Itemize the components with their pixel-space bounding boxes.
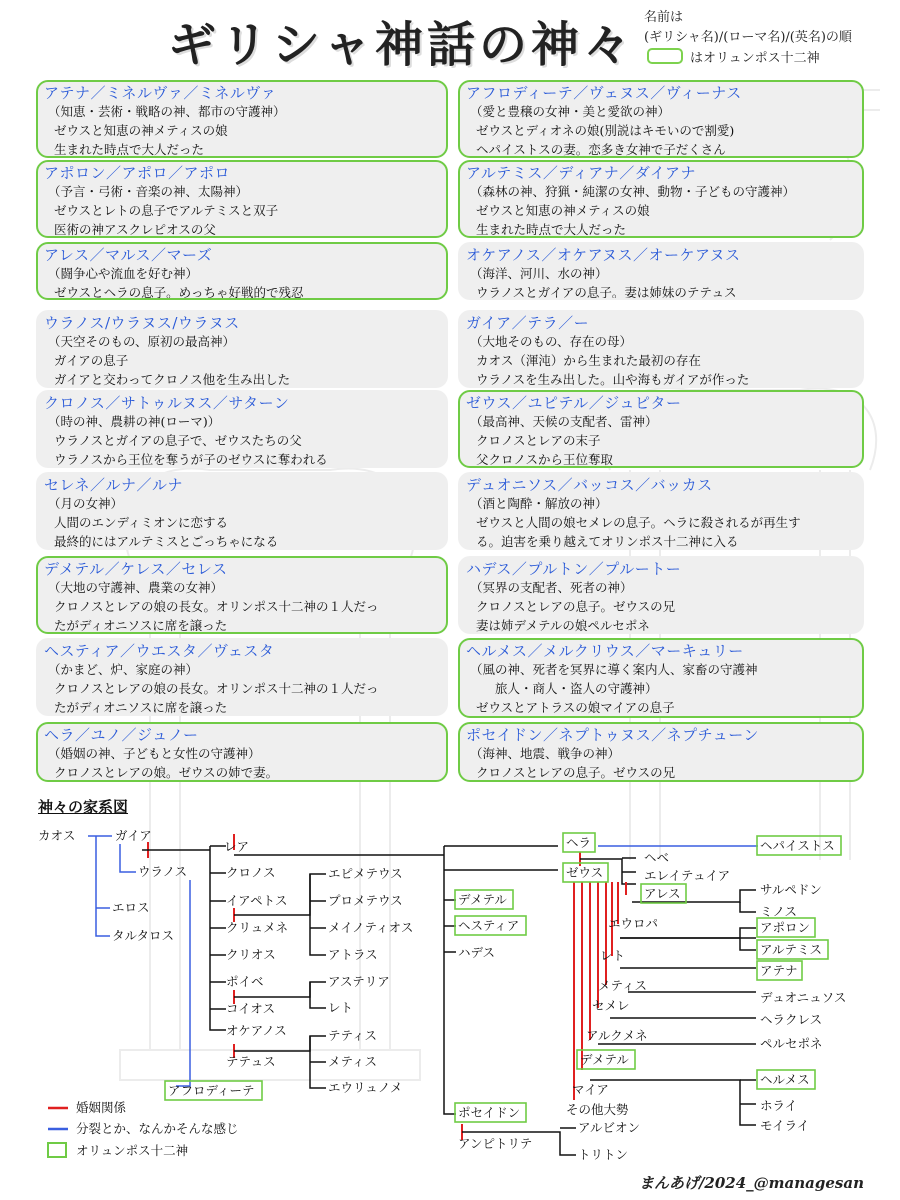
- tree-node-dionysos: デュオニュソス: [760, 990, 847, 1005]
- god-description-line: クロノスとレアの娘の長女。オリンポス十二神の１人だっ: [54, 681, 379, 696]
- god-description-line: （風の神、死者を冥界に導く案内人、家畜の守護神: [470, 662, 758, 677]
- god-description-line: ウラノスを生み出した。山や海もガイアが作った: [476, 372, 750, 387]
- god-description-line: ウラノスとガイアの息子。妻は姉妹のテテュス: [476, 285, 737, 300]
- tree-node-moirai: モイライ: [760, 1118, 810, 1133]
- god-description-line: ゼウスとアトラスの娘マイアの息子: [476, 700, 675, 715]
- god-description-line: 父クロノスから王位奪取: [476, 452, 614, 467]
- header-note-legend: はオリュンポス十二神: [690, 51, 820, 66]
- tree-connector: [234, 1036, 326, 1051]
- god-description-line: クロノスとレアの娘。ゼウスの姉で妻。: [54, 765, 279, 780]
- tree-node-metis2: メティス: [598, 978, 648, 993]
- tree-node-maia: マイア: [572, 1082, 609, 1097]
- tree-node-kronos: クロノス: [226, 865, 276, 880]
- god-name: ヘルメス／メルクリウス／マーキュリー: [466, 642, 744, 660]
- god-name: クロノス／サトゥルヌス／サターン: [44, 394, 290, 412]
- legend-olympian-box: [48, 1143, 66, 1157]
- god-description-line: （かまど、炉、家庭の神）: [48, 662, 199, 677]
- tree-node-athena: アテナ: [760, 963, 798, 978]
- god-description-line: ウラノスとガイアの息子で、ゼウスたちの父: [54, 433, 302, 448]
- god-description-line: （酒と陶酔・解放の神）: [470, 496, 608, 511]
- god-name: ガイア／テラ／ー: [466, 314, 590, 332]
- god-description-line: （最高神、天候の支配者、雷神）: [470, 414, 658, 429]
- god-description-line: （予言・弓術・音楽の神、太陽神）: [48, 184, 249, 199]
- tree-node-hades: ハデス: [458, 945, 496, 960]
- tree-node-eros: エロス: [112, 900, 150, 915]
- god-name: セレネ／ルナ／ルナ: [44, 476, 184, 494]
- god-description-line: （大地そのもの、存在の母）: [470, 334, 633, 349]
- god-description-line: 旅人・商人・盗人の守護神）: [470, 681, 658, 696]
- family-tree-title: 神々の家系図: [38, 798, 129, 816]
- tree-node-sarpedon: サルペドン: [760, 882, 822, 897]
- tree-node-poseidon: ポセイドン: [458, 1105, 521, 1120]
- god-description-line: たがディオニソスに席を譲った: [54, 700, 228, 715]
- god-description-line: （海洋、河川、水の神）: [470, 266, 608, 281]
- tree-node-triton: トリトン: [578, 1147, 629, 1162]
- god-name: アポロン／アポロ／アポロ: [44, 164, 231, 182]
- tree-node-gaia: ガイア: [115, 828, 152, 843]
- tree-node-hermes: ヘルメス: [760, 1072, 810, 1087]
- god-description-line: （婚姻の神、子どもと女性の守護神）: [48, 746, 261, 761]
- god-name: ウラノス/ウラヌス/ウラヌス: [44, 314, 240, 332]
- tree-node-ares: アレス: [644, 886, 681, 901]
- god-name: アフロディーテ／ヴェヌス／ヴィーナス: [466, 84, 742, 102]
- tree-connector: [740, 938, 756, 950]
- tree-node-krios: クリオス: [226, 947, 276, 962]
- tree-node-demeter2: デメテル: [580, 1052, 629, 1067]
- tree-node-albion: アルビオン: [578, 1120, 641, 1135]
- god-description-line: ゼウスとレトの息子でアルテミスと双子: [54, 203, 279, 218]
- header-note-line2: (ギリシャ名)/(ローマ名)/(英名)の順: [644, 30, 852, 45]
- tree-node-demeter: デメテル: [458, 892, 507, 907]
- tree-node-hebe: ヘベ: [644, 850, 670, 865]
- header-note-line1: 名前は: [644, 10, 684, 25]
- tree-node-metis: メティス: [328, 1054, 378, 1069]
- god-description-line: ヘパイストスの妻。恋多き女神で子だくさん: [476, 142, 726, 157]
- credit: まんあげ/2024_@managesan: [638, 1174, 864, 1192]
- tree-node-tethys: テテュス: [226, 1054, 276, 1069]
- tree-node-horai: ホライ: [760, 1098, 798, 1113]
- tree-node-persephone: ペルセポネ: [760, 1036, 823, 1051]
- god-name: ポセイドン／ネプトゥヌス／ネプチューン: [466, 726, 759, 744]
- tree-node-epimetheus: エピメテウス: [328, 866, 403, 881]
- tree-node-leto: レト: [328, 1000, 354, 1015]
- tree-node-zeus: ゼウス: [566, 865, 604, 880]
- god-description-line: （海神、地震、戦争の神）: [470, 746, 621, 761]
- tree-node-hera: ヘラ: [566, 835, 592, 850]
- god-name: ゼウス／ユピテル／ジュピター: [466, 394, 682, 412]
- tree-node-apollon: アポロン: [760, 920, 811, 935]
- legend-branch-label: 分裂とか、なんかそんな感じ: [76, 1121, 239, 1136]
- god-description-line: 妻は姉デメテルの娘ペルセポネ: [476, 618, 650, 633]
- tree-node-hestia: ヘスティア: [458, 918, 520, 933]
- god-description-line: 生まれた時点で大人だった: [54, 142, 205, 157]
- god-description-line: カオス（渾沌）から生まれた最初の存在: [476, 353, 701, 368]
- god-description-line: ゼウスと知恵の神メティスの娘: [54, 123, 228, 138]
- god-name: デュオニソス／バッコス／バッカス: [466, 476, 713, 494]
- tree-connector: [444, 846, 456, 1114]
- tree-node-asteria: アステリア: [328, 974, 390, 989]
- tree-connector: [310, 874, 326, 955]
- god-description-line: （大地の守護神、農業の女神）: [48, 580, 224, 595]
- god-description-line: ゼウスと知恵の神メティスの娘: [476, 203, 650, 218]
- tree-node-menoitios: メイノティオス: [328, 920, 414, 935]
- god-description-line: クロノスとレアの息子。ゼウスの兄: [476, 599, 676, 614]
- god-description-line: （時の神、農耕の神(ローマ)）: [48, 414, 221, 429]
- tree-node-others: その他大勢: [566, 1102, 629, 1117]
- tree-connector: [740, 902, 756, 912]
- tree-connector: [96, 836, 110, 936]
- tree-node-aphrodite: アフロディーテ: [168, 1083, 255, 1098]
- tree-node-minos: ミノス: [760, 904, 798, 919]
- legend-marriage-label: 婚姻関係: [76, 1100, 127, 1115]
- tree-connector: [176, 880, 190, 1086]
- god-description-line: 医術の神アスクレピオスの父: [54, 222, 216, 237]
- god-description-line: （森林の神、狩猟・純潔の女神、動物・子どもの守護神）: [470, 184, 796, 199]
- tree-node-semele: セメレ: [592, 998, 630, 1013]
- tree-node-hephaistos: ヘパイストス: [760, 838, 835, 853]
- god-description-line: ゼウスとディオネの娘(別説はキモいので割愛): [476, 123, 735, 138]
- god-description-line: ウラノスから王位を奪うが子のゼウスに奪われる: [54, 452, 328, 467]
- god-description-line: （月の女神）: [48, 496, 124, 511]
- god-name: オケアノス／オケアヌス／オーケアヌス: [466, 246, 741, 264]
- tree-node-leto2: レト: [600, 948, 626, 963]
- god-name: ヘスティア／ウエスタ／ヴェスタ: [44, 642, 275, 660]
- tree-node-okeanos: オケアノス: [226, 1023, 287, 1038]
- tree-node-rhea: レア: [224, 839, 250, 854]
- tree-node-chaos: カオス: [38, 828, 76, 843]
- god-description-line: ゼウスと人間の娘セメレの息子。ヘラに殺されるが再生す: [476, 515, 801, 530]
- tree-node-klymene: クリュメネ: [226, 920, 289, 935]
- god-description-line: （天空そのもの、原初の最高神）: [48, 334, 236, 349]
- god-description-line: る。迫害を乗り越えてオリンポス十二神に入る: [476, 534, 739, 549]
- tree-connector: [120, 844, 136, 872]
- god-name: ヘラ／ユノ／ジュノー: [44, 726, 199, 744]
- tree-connector: [310, 982, 326, 1008]
- god-name: アテナ／ミネルヴァ／ミネルヴァ: [44, 84, 277, 102]
- god-description-line: クロノスとレアの息子。ゼウスの兄: [476, 765, 676, 780]
- tree-node-uranos: ウラノス: [138, 864, 188, 879]
- tree-node-europa: エウロパ: [608, 916, 659, 931]
- god-name: デメテル／ケレス／セレス: [44, 560, 228, 578]
- god-description-line: 最終的にはアルテミスとごっちゃになる: [54, 534, 279, 549]
- tree-node-koios: コイオス: [226, 1001, 276, 1016]
- god-description-line: 人間のエンディミオンに恋する: [54, 515, 229, 530]
- god-description-line: （知恵・芸術・戦略の神、都市の守護神）: [48, 104, 286, 119]
- tree-node-prometheus: プロメテウス: [328, 893, 403, 908]
- god-description-line: （冥界の支配者、死者の神）: [470, 580, 633, 595]
- page-title: ギリシャ神話の神々: [168, 17, 636, 73]
- god-description-line: クロノスとレアの娘の長女。オリンポス十二神の１人だっ: [54, 599, 379, 614]
- god-description-line: クロノスとレアの末子: [476, 433, 601, 448]
- god-description-line: ガイアと交わってクロノス他を生み出した: [54, 372, 291, 387]
- tree-node-alkmene: アルクメネ: [586, 1028, 648, 1043]
- tree-node-tetis: テティス: [328, 1028, 378, 1043]
- god-description-line: 生まれた時点で大人だった: [476, 222, 627, 237]
- legend-olympian-label: オリュンポス十二神: [76, 1143, 189, 1158]
- god-name: ハデス／プルトン／プルートー: [466, 560, 682, 578]
- tree-node-atlas: アトラス: [328, 947, 378, 962]
- god-description-line: ゼウスとヘラの息子。めっちゃ好戦的で残忍: [54, 285, 304, 300]
- god-name: アルテミス／ディアナ／ダイアナ: [466, 164, 696, 182]
- god-description-line: （闘争心や流血を好む神）: [48, 266, 199, 281]
- tree-node-phoibe: ポイベ: [226, 974, 264, 989]
- tree-node-amphitrite: アンピトリテ: [458, 1136, 533, 1151]
- god-description-line: たがディオニソスに席を譲った: [54, 618, 228, 633]
- tree-node-eileithyia: エレイテュイア: [644, 868, 731, 883]
- tree-node-eurynome: エウリュノメ: [328, 1080, 403, 1095]
- tree-node-tartaros: タルタロス: [112, 928, 175, 943]
- god-description-line: （愛と豊穣の女神・美と愛欲の神）: [470, 104, 671, 119]
- god-name: アレス／マルス／マーズ: [44, 246, 213, 264]
- tree-node-iapetos: イアペトス: [226, 893, 288, 908]
- tree-node-herakles: ヘラクレス: [760, 1012, 823, 1027]
- god-description-line: ガイアの息子: [54, 353, 129, 368]
- tree-node-artemis: アルテミス: [760, 942, 823, 957]
